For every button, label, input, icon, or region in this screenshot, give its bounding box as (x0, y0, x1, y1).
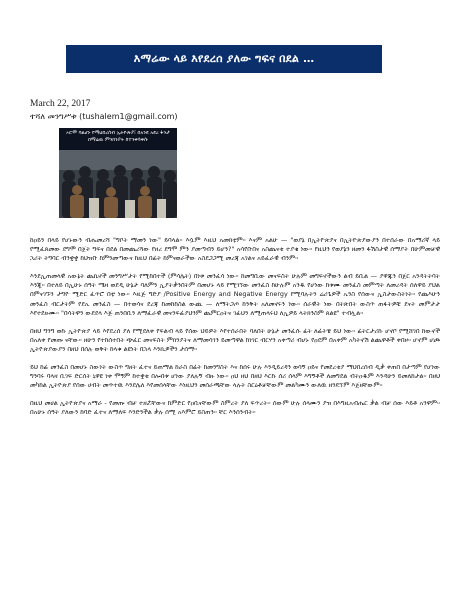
article-photo (59, 128, 177, 218)
paragraph-4: ይህ ከፊ መንፈስ በመሆኑ ስውነት ውስጥ ግዘት ፈተና ይጠማል ከራስ በፊት ከመንግስት እና ከሰሩ ሁሉ እንዲይረዳን ወሳኝ ዐይና የመደረቂያ ማህበረሰብ ዲቃ ቀጠበ በታጣም የሆነው ግንባሩ ባላዛ ቢገፍ ድርሰት ኒዋዩ ነቀ ሞኝም ከተቋቂ በሎበቱ ሆነው ያለሉኝ ብዙ ነው፡፡ ዐህ ዘህ በዘህ እርኩ ሰሪ ሰላም እግኝቶች ለመግደል ብትዐዱም እንዳሁን ይመለከታል። በዘህ መካከል ኢትዮጵያ የሰው ሀብት መጥተዉ እንደሌለ እየመሰላቸው እነዚህን መሰራጫቸው ላሉት ስርዕቶቻቸውም መልካሙን ውለዉ ዘንዴኘም እጀዘቸውም፡፡ (30, 363, 440, 390)
photo-caption (59, 128, 177, 150)
article-title: እማሬው ላይ እየደረሰ ያለው ግፍና በደል … (66, 45, 382, 73)
paragraph-1: ከዐይን በላይ የሆኑውን ብሔመረሻ "ግቦት ማመን ነው" ይባላል፡፡ እሷም እዚህ አመክቲም፡፡ እናም አልሁ — "ወያኔ በኢትዮጵያና በኢትዮጵያውያን በተሰራው በአማሪኛ ላይ የሚፈጸመው ደግሞ በጀት ግፍና በደል በመጨረሻው የዘረ ደግሞ ምን ያመጣብን ይሆን?" አሳየቡበና አስጨናቂ ተያቄ ነው፡፡ የዚህን የወያኔን ዘመን ፋሽስታዊ ሰማያት በሁምመቻዊ ኋሪት ትግባር ብንቋቋ ከህዝቡ ከምንመጣውና ከዚህ በፊት ከምናወራችው አስደጋጋሚ መረጃ አገልና አይፈራዊ ብንም። (30, 236, 440, 263)
paragraph-3: በዘህ ግንግ ወኩ ኢትዮጵያ ላይ እየደረሰ ያለ የሚደለቀ የፍልብ ላይ የሰው ህይዎት እየተሰራበት ባለበት ሁኔታ መንፈሱ ፊት ለፊትቼ ይህ ነው፡፡ ፊትርታሪኩ ሆኖቦ የሚሸገበ ከውኖች በአለቀ የመጡ ናቸው፡፡ ዘሁን የተከሰተበት ጭፈር መናፍስት ምክንያትና ለማመሳገን ይመጣዋል ከነገር ብርሃን አቀጣሪ ብሆኑ የዐደም በአቀም አካትኖሽ ልጨዋቶች ቀበዞ። ሆኖም ሆጮ ኢትዮጵያውያን በዘህ በሰሉ ወቅት ከላቁ ልዩነት በኋላ እንኪዎችን ታሰማ። (30, 326, 440, 353)
paragraph-5: በዚህ መሀል ኢትዮጵያና አማራ - የመጡ ብቻ ተዘሯቸውና ከምድር የዐቢናቸውም ስምረት ያለ ፍጥረት፡፡ ሰውም ሁሉ ሰላሙን ያዝ በእግዚአብሔር ቃል ብቻ ሰው እይቶ አንዋም፡፡ በአሁኑ ሰዓት ያለውን ከባድ ፈተና ለማለፍ እንድንችል ቃሉ ሰሚ አእምሮ ይስጠን፡፡ ቸር እንሰንብት። (30, 399, 440, 417)
photo-caption-line-1: ኦሮሞ ባልሆኑ የማህበረሰብ ኢትዮጵያ፣ በአንደ አደረ ፋንታ (66, 130, 170, 136)
article-author: ተሻለ መንግሥቱ (tushalem1@gmail.com) (30, 112, 178, 121)
paragraph-2: እንደኢጠመላዊ አውኔት ጨኪኖች መንግሥታት የሚከበተች (ምሳሌት) በነቱ መንፈሳ ነው። ከመግቢው መናፍስት ሁሉም መግፍኖችውን ልብ ይቢል — ያዋጁን በጀር አንዳትትባት እንጂ። በተለይ በኢሁኑ ሰዓት ሜዛ ወደዲ ሁኔታ ባለምን ኢያትቃንበትም በመሆኑ ላይ የሚገኘው መንፈስ ከሁሉም አንዱ የሆነው ከቱሙ መንፈስ መምጣት ለመረዳት ሰለዋይ ያህል በምናገኙን ታግዮ ሚድር ፈጥሮ በቲ ነው፡፡ እዚጅ ግድያ /Positive Energy and Negative Energy የሚባሉትን ሬሪጌዎች ኡንስ የሰውና ኢስታውስትነት፡፡ የጨእሁን መንፈስ ብርታትም የደኡ መንፈስ — በተወሳና ደረጃ ከመከከስል ውጪ — ለማትጋጦ ከንቅት አለመኖሩን ነው፡፡ ሰራዊት ነው በትጽበት ውስጥ ጠፋትዎቹ ደናት መምታታ እየተደዙሙ። "በሳትዋን ውደደላ እጅ ጠንበቢን ለማፈራዊ መናንፍፊያህንም ጨምርዐትና ገፊህን ለሚጠላሩህ ለኢዎይ ላትክንስም ጸልዩ" ተብሏል፡፡ (30, 272, 440, 317)
article-date: March 22, 2017 (30, 99, 91, 109)
crowd-photo-image (59, 150, 177, 218)
photo-caption-line-2: በማሬዉ ምንክንያት ከተንቀሳቀሱ (88, 137, 148, 143)
article-body (30, 236, 440, 592)
